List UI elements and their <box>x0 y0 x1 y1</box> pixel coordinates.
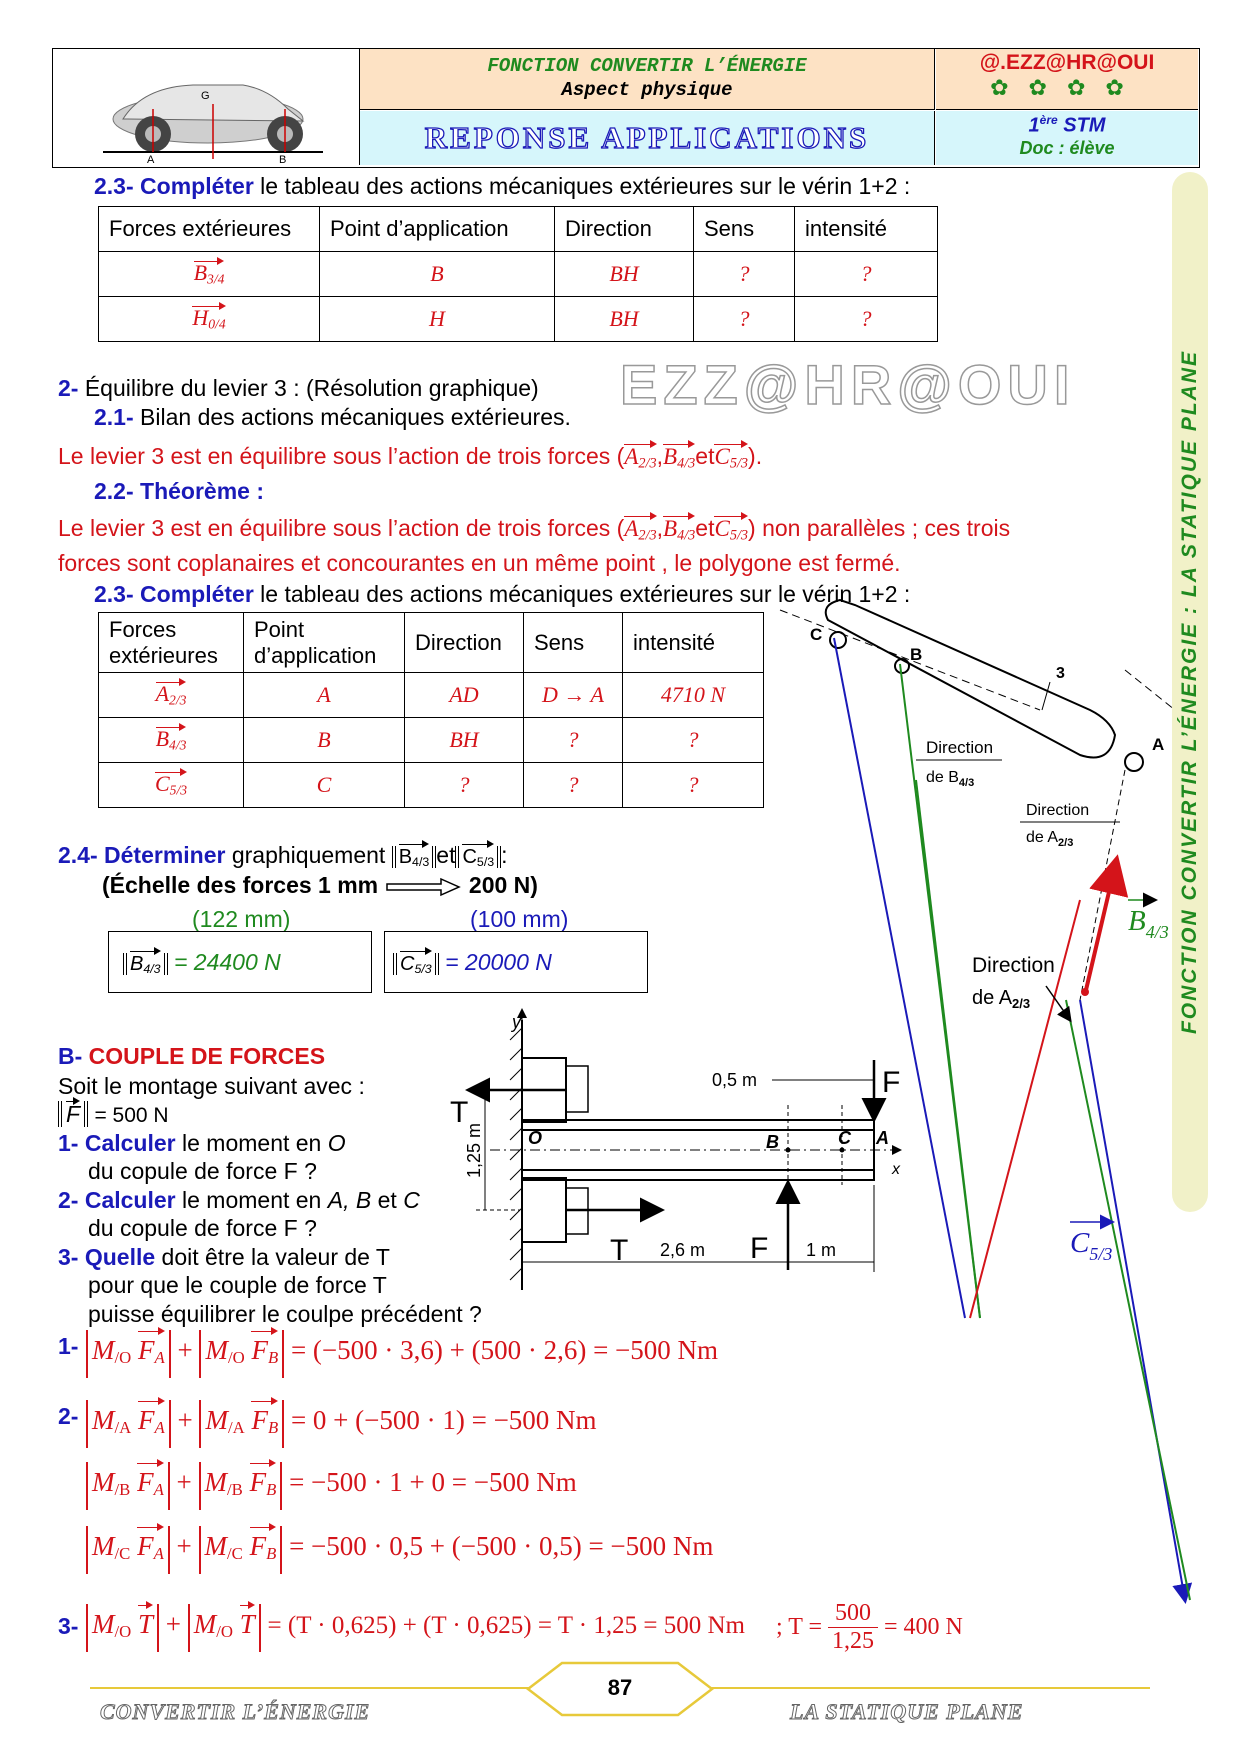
cell-dir: AD <box>405 673 524 718</box>
car-label-g: G <box>201 90 210 102</box>
moment-a-fa <box>86 1400 171 1448</box>
q2 <box>58 1186 420 1214</box>
vec-t: T <box>240 1604 255 1644</box>
table-row <box>99 252 938 297</box>
beam-label-o: O <box>528 1128 543 1148</box>
vec-f <box>250 1462 277 1510</box>
cell-int: ? <box>623 763 764 808</box>
s21-heading <box>94 403 571 431</box>
s23a-num: 2.3- <box>94 173 134 199</box>
dim-125: 1,25 m <box>464 1122 484 1178</box>
a3-result: = 400 N <box>884 1614 963 1640</box>
s24-colon: : <box>501 842 508 868</box>
f-sub: A <box>153 1480 164 1500</box>
s23a-verb: Compléter <box>140 173 254 199</box>
beam-label-a: A <box>876 1128 889 1148</box>
th-intensite: intensité <box>623 613 764 673</box>
scale-label: Échelle des forces 1 mm <box>109 872 379 898</box>
class-post: STM <box>1057 114 1106 137</box>
s22-answer-line2: forces sont coplanaires et concourantes en un même point , le polygone est fermé. <box>58 550 901 576</box>
m-sub: /B <box>114 1480 131 1500</box>
footer-right: LA STATIQUE PLANE <box>790 1699 1024 1724</box>
s21-answer-pre: Le levier 3 est en équilibre sous l’action de trois forces ( <box>58 443 625 469</box>
comma: , <box>656 515 664 541</box>
vec-letter: B <box>130 953 144 975</box>
force-vector <box>192 305 225 332</box>
m-sub: /O <box>114 1622 132 1642</box>
m-letter: M <box>92 1335 115 1365</box>
f-letter: F <box>137 1531 154 1561</box>
side-banner-text: FONCTION CONVERTIR L’ÉNERGIE : LA STATIQUE PLANE <box>1178 350 1201 1035</box>
vec-letter: C <box>400 953 415 975</box>
header-title-box <box>360 49 935 110</box>
m-sub: /B <box>227 1480 243 1500</box>
vec-sub: 5/3 <box>729 527 749 544</box>
f-sub: A <box>154 1348 165 1368</box>
beam-force-f-top: F <box>882 1066 901 1099</box>
flower-icons: ✿✿✿✿ <box>990 75 1144 100</box>
header-banner-box <box>360 111 935 165</box>
beam-label-y: y <box>512 1012 521 1032</box>
f-sub: B <box>267 1418 279 1438</box>
table-top <box>98 206 938 342</box>
q1-text: le moment en <box>175 1130 328 1156</box>
s23a-heading <box>94 172 910 200</box>
f-letter: F <box>137 1467 154 1497</box>
dira2-text2: de $A_{2/3}$ <box>972 987 1031 1011</box>
table-row <box>99 297 938 342</box>
th-sens: Sens <box>694 207 795 252</box>
table-lever-header <box>99 613 764 673</box>
moment-o-fa <box>86 1330 171 1378</box>
vec-letter: A <box>624 516 639 541</box>
s24-text: graphiquement <box>225 842 386 868</box>
cell-dir: BH <box>555 297 694 342</box>
th-intensite: intensité <box>795 207 938 252</box>
norm-b43 <box>123 953 168 975</box>
sb-intro: Soit le montage suivant avec : <box>58 1073 365 1099</box>
a2-eq1: $M_{/A}$ $F_A + M_{/A}$ $F_B = 0 + (-500 \cdot 1) = -500$ Nm <box>86 1400 597 1448</box>
s22-heading <box>94 477 264 505</box>
a2-eq1-text: = 0 + (−500 · 1) = −500 Nm <box>290 1405 597 1435</box>
scale-pre: ( <box>102 872 110 898</box>
len-b: (122 mm) <box>192 906 291 932</box>
a1-num: 1- <box>58 1333 79 1359</box>
cell-int: ? <box>623 718 764 763</box>
norm-f <box>58 1101 88 1127</box>
moment-b-fb <box>199 1462 283 1510</box>
dim-26: 2,6 m <box>660 1240 706 1260</box>
lever-vec-b: $B_{4/3}$ <box>1128 905 1169 942</box>
s21-answer-post: ). <box>748 443 763 469</box>
force-letter: H <box>192 305 209 331</box>
cell-dir: BH <box>405 718 524 763</box>
table-row <box>99 763 764 808</box>
q1-line2: du copule de force F ? <box>88 1158 317 1184</box>
vec-sub: 4/3 <box>677 527 696 544</box>
dira2-text1: Direction <box>972 954 1055 977</box>
dira-text1: Direction <box>1026 802 1090 819</box>
a3-eq-text: = (T · 0,625) + (T · 0,625) = T · 1,25 = 500 Nm <box>267 1612 745 1639</box>
q2-num: 2- <box>58 1187 79 1213</box>
a2-eq3-text: = −500 · 0,5 + (−500 · 0,5) = −500 Nm <box>289 1531 714 1561</box>
s24-verb: Déterminer <box>104 842 226 868</box>
f-letter: F <box>249 1467 267 1497</box>
table-lever <box>98 612 764 808</box>
moment-a-fb <box>199 1400 284 1448</box>
lever-label-b: B <box>910 645 923 664</box>
sb-heading <box>58 1042 325 1070</box>
m-sub: /A <box>227 1418 245 1438</box>
vec-f <box>138 1330 165 1378</box>
norm-c53 <box>393 953 439 975</box>
vec-sub: 4/3 <box>677 455 696 472</box>
q3 <box>58 1243 390 1271</box>
q1-num: 1- <box>58 1130 79 1156</box>
m-letter: M <box>92 1609 115 1639</box>
vec-letter: B <box>398 846 413 868</box>
m-letter: M <box>204 1531 228 1561</box>
vec-sub: 5/3 <box>476 855 495 870</box>
cell-int: ? <box>795 297 938 342</box>
cell-point: A <box>244 673 405 718</box>
force-vector <box>156 681 187 708</box>
et: et <box>695 515 715 541</box>
cell-sens: ? <box>694 297 795 342</box>
q2-verb: Calculer <box>84 1187 176 1213</box>
vec-t: T <box>138 1604 153 1644</box>
beam-label-b: B <box>766 1132 779 1152</box>
m-sub: /C <box>114 1544 131 1564</box>
m-sub: /A <box>114 1418 132 1438</box>
q1 <box>58 1129 346 1157</box>
q2-text: le moment en <box>175 1187 328 1213</box>
dim-1: 1 m <box>806 1240 837 1260</box>
m-letter: M <box>92 1467 115 1497</box>
q3-line2: pour que le couple de force T <box>88 1272 387 1298</box>
header-class-box <box>936 111 1198 165</box>
m-letter: M <box>92 1405 115 1435</box>
a3-t <box>776 1600 963 1655</box>
moment-o-fb <box>199 1330 284 1378</box>
a3-fraction <box>828 1600 878 1655</box>
result-b <box>123 948 371 983</box>
beam-force-t-bottom: T <box>610 1234 629 1267</box>
cell-dir: ? <box>405 763 524 808</box>
sb-f-value <box>58 1100 169 1130</box>
lever-label-c: C <box>810 625 823 644</box>
f-letter: F <box>138 1335 155 1365</box>
a2-eq2-text: = −500 · 1 + 0 = −500 Nm <box>289 1467 577 1497</box>
vec-letter: A <box>624 444 639 469</box>
s23b-verb: Compléter <box>140 581 254 607</box>
table-row <box>99 673 764 718</box>
dirb-text2: de $B_{4/3}$ <box>926 769 975 789</box>
beam-figure <box>430 1010 901 1310</box>
a1-eq: $M_{/O}$ $F_A + M_{/O}$ $F_B = (-500 \cdot 3,6) + (500 \cdot 2,6) = -500$ Nm <box>86 1330 718 1378</box>
q1-verb: Calculer <box>84 1130 176 1156</box>
a3-numerator: 500 <box>828 1600 878 1628</box>
class-sup: ère <box>1039 113 1058 127</box>
header-author: @.EZZ@HR@OUI <box>979 51 1155 74</box>
m-letter: M <box>205 1405 228 1435</box>
force-sub: 3/4 <box>207 271 225 287</box>
vec-sub: 5/3 <box>414 962 432 977</box>
q2-line2: du copule de force F ? <box>88 1215 317 1241</box>
comma: , <box>656 443 664 469</box>
header-doc: Doc : élève <box>1019 137 1115 158</box>
s22-title: Théorème : <box>133 478 265 504</box>
result-c <box>393 948 647 983</box>
moment-b-fa <box>86 1462 170 1510</box>
car-drawing <box>53 49 359 165</box>
f-letter: F <box>138 1405 155 1435</box>
cell-int: ? <box>795 252 938 297</box>
f-letter: F <box>249 1531 267 1561</box>
beam-force-t-top: T <box>450 1096 469 1129</box>
f-sub: A <box>154 1418 165 1438</box>
vec-letter: C <box>462 846 477 868</box>
th-point: Point d’application <box>320 207 555 252</box>
table-top-header <box>99 207 938 252</box>
cell-sens: ? <box>524 718 623 763</box>
s21-num: 2.1- <box>94 404 134 430</box>
s23a-rest: le tableau des actions mécaniques extérieures sur le vérin 1+2 : <box>253 173 911 199</box>
norm-b43 <box>392 846 437 868</box>
vec-sub: 5/3 <box>729 455 749 472</box>
m-sub: /O <box>114 1348 132 1368</box>
vec-letter: C <box>714 516 730 541</box>
vec-f <box>138 1400 165 1448</box>
s21-text: Bilan des actions mécaniques extérieures. <box>133 404 571 430</box>
f-sub: B <box>267 1348 279 1368</box>
vec-a23 <box>624 515 656 550</box>
m-letter: M <box>193 1609 217 1639</box>
vec-f <box>250 1526 277 1574</box>
th-direction: Direction <box>555 207 694 252</box>
th-point: Point d’application <box>244 613 405 673</box>
cell-sens: ? <box>694 252 795 297</box>
car-label-a: A <box>147 154 155 166</box>
norm-vec <box>400 950 432 983</box>
s2-title: Équilibre du levier 3 : (Résolution graphique) <box>78 375 539 401</box>
car-label-b: B <box>279 154 287 166</box>
moment-o-t1 <box>86 1604 159 1652</box>
class-pre: 1 <box>1028 114 1040 137</box>
result-c-value: = 20000 N <box>445 949 552 975</box>
s23b-num: 2.3- <box>94 581 134 607</box>
force-letter: B <box>193 260 208 286</box>
force-vector <box>194 260 225 287</box>
f-value: = 500 N <box>94 1104 169 1127</box>
a3-num: 3- <box>58 1613 79 1639</box>
vec-f <box>137 1462 164 1510</box>
sb-letter: B- <box>58 1043 83 1069</box>
a3-eq: $M_{/O}$ $T + M_{/O}$ T = (T · 0,625) + (T · 0,625) = T · 1,25 = 500 Nm <box>86 1604 745 1652</box>
force-letter: B <box>155 726 170 752</box>
vec-sub: 4/3 <box>143 962 161 977</box>
s22-answer-post: ) non parallèles ; ces trois <box>748 515 1011 541</box>
a1-eq-text: = (−500 · 3,6) + (500 · 2,6) = −500 Nm <box>290 1335 719 1365</box>
s24-num: 2.4- <box>58 842 98 868</box>
sb-title: COUPLE DE FORCES <box>82 1043 326 1069</box>
f-sub: A <box>153 1544 164 1564</box>
m-sub: /C <box>227 1544 243 1564</box>
vec-b43 <box>663 443 695 478</box>
force-sub: 2/3 <box>169 692 187 708</box>
vec-f <box>251 1330 278 1378</box>
dira-text2: de $A_{2/3}$ <box>1026 829 1074 849</box>
s23b-rest: le tableau des actions mécaniques extérieures sur le vérin 1+2 : <box>253 581 911 607</box>
vec-sub: 2/3 <box>638 527 657 544</box>
lever-label-a: A <box>1152 735 1165 754</box>
m-letter: M <box>92 1531 115 1561</box>
vec-letter: C <box>714 444 730 469</box>
cell-int: 4710 N <box>623 673 764 718</box>
vec-f <box>137 1526 164 1574</box>
f-letter: F <box>251 1335 268 1365</box>
a3-denominator: 1,25 <box>832 1628 874 1654</box>
beam-label-x: x <box>892 1161 900 1178</box>
header-class <box>936 113 1198 138</box>
q3-line3: puisse équilibrer le coulpe précédent ? <box>88 1301 482 1327</box>
force-sub: 4/3 <box>169 737 187 753</box>
vec-letter: B <box>663 516 678 541</box>
q2-pts: A, B <box>327 1187 372 1213</box>
vec-sub: 4/3 <box>412 855 430 870</box>
force-vector <box>155 771 187 798</box>
force-letter: A <box>155 681 170 707</box>
force-sub: 0/4 <box>208 316 226 332</box>
page-number: 87 <box>607 1675 633 1700</box>
force-letter: C <box>154 771 170 797</box>
vec-f: F <box>66 1101 81 1127</box>
dirb-text1: Direction <box>926 738 994 757</box>
vec-sub: 2/3 <box>638 455 657 472</box>
cell-dir: BH <box>555 252 694 297</box>
car-image <box>53 49 360 165</box>
vec-f <box>251 1400 278 1448</box>
et: et <box>695 443 715 469</box>
lever-label-3: 3 <box>1056 665 1065 682</box>
th-forces: Forces extérieures <box>99 207 320 252</box>
s22-num: 2.2- <box>94 478 134 504</box>
norm-c53 <box>455 846 501 868</box>
footer-left: CONVERTIR L’ÉNERGIE <box>100 1699 371 1724</box>
vec-b43 <box>663 515 695 550</box>
a2-eq2: $M_{/B}$ $F_A + M_{/B}$ $F_B = -500 \cdot 1 + 0 = -500$ Nm <box>86 1462 577 1510</box>
force-vector <box>156 726 187 753</box>
header-subtitle: Aspect physique <box>561 79 733 101</box>
len-c: (100 mm) <box>470 906 569 932</box>
m-sub: /O <box>227 1348 245 1368</box>
footer-page-badge <box>526 1661 714 1717</box>
force-sub: 5/3 <box>169 782 188 798</box>
q1-o: O <box>327 1130 346 1156</box>
q3-verb: Quelle <box>84 1244 156 1270</box>
s22-answer-pre: Le levier 3 est en équilibre sous l’action de trois forces ( <box>58 515 625 541</box>
vec-c53 <box>714 443 748 478</box>
scale-arrow-icon <box>385 877 463 897</box>
s22-answer <box>58 514 1010 550</box>
moment-o-t2 <box>188 1604 261 1652</box>
scale-value: 200 N) <box>468 872 538 898</box>
vec-c53 <box>714 515 748 550</box>
cell-point: B <box>244 718 405 763</box>
vec-a23 <box>624 443 656 478</box>
cell-sens: ? <box>524 763 623 808</box>
m-letter: M <box>205 1335 228 1365</box>
result-c-box <box>384 931 648 993</box>
s24-et: et <box>436 842 456 868</box>
cell-point: C <box>244 763 405 808</box>
th-direction: Direction <box>405 613 524 673</box>
result-b-value: = 24400 N <box>173 949 281 975</box>
moment-c-fb <box>199 1526 283 1574</box>
cell-point: H <box>320 297 555 342</box>
table-row <box>99 718 764 763</box>
q2-et: et <box>371 1187 404 1213</box>
moment-c-fa <box>86 1526 170 1574</box>
beam-force-f-bottom: F <box>750 1232 769 1265</box>
vec-letter: B <box>663 444 678 469</box>
f-sub: B <box>266 1544 277 1564</box>
m-sub: /O <box>216 1622 234 1642</box>
header-title: FONCTION CONVERTIR L’ÉNERGIE <box>487 55 807 77</box>
m-letter: M <box>204 1467 228 1497</box>
q2-c: C <box>403 1187 420 1213</box>
norm-vec <box>130 950 161 983</box>
lever-vec-c: $C_{5/3}$ <box>1070 1227 1113 1264</box>
s21-answer <box>58 442 762 478</box>
a3-t-label: ; T = <box>776 1614 822 1640</box>
header-author-box <box>936 49 1198 110</box>
th-sens: Sens <box>524 613 623 673</box>
beam-label-c: C <box>838 1128 851 1148</box>
a2-num: 2- <box>58 1403 79 1429</box>
scale-line <box>102 871 538 899</box>
s2-heading <box>58 374 539 402</box>
dim-05: 0,5 m <box>712 1070 758 1090</box>
f-letter: F <box>251 1405 268 1435</box>
watermark: EZZ@HR@OUI <box>620 353 1076 416</box>
s2-num: 2- <box>58 375 79 401</box>
cell-point: B <box>320 252 555 297</box>
q3-text: doit être la valeur de T <box>155 1244 390 1270</box>
f-sub: B <box>266 1480 277 1500</box>
a2-eq3: $M_{/C}$ $F_A + M_{/C}$ $F_B = -500 \cdot 0,5 + (-500 \cdot 0,5) = -500$ Nm <box>86 1526 713 1574</box>
result-b-box <box>108 931 372 993</box>
cell-sens: D → A <box>524 673 623 718</box>
header-banner: REPONSE APPLICATIONS <box>424 120 870 155</box>
th-forces: Forces extérieures <box>99 613 244 673</box>
q3-num: 3- <box>58 1244 79 1270</box>
